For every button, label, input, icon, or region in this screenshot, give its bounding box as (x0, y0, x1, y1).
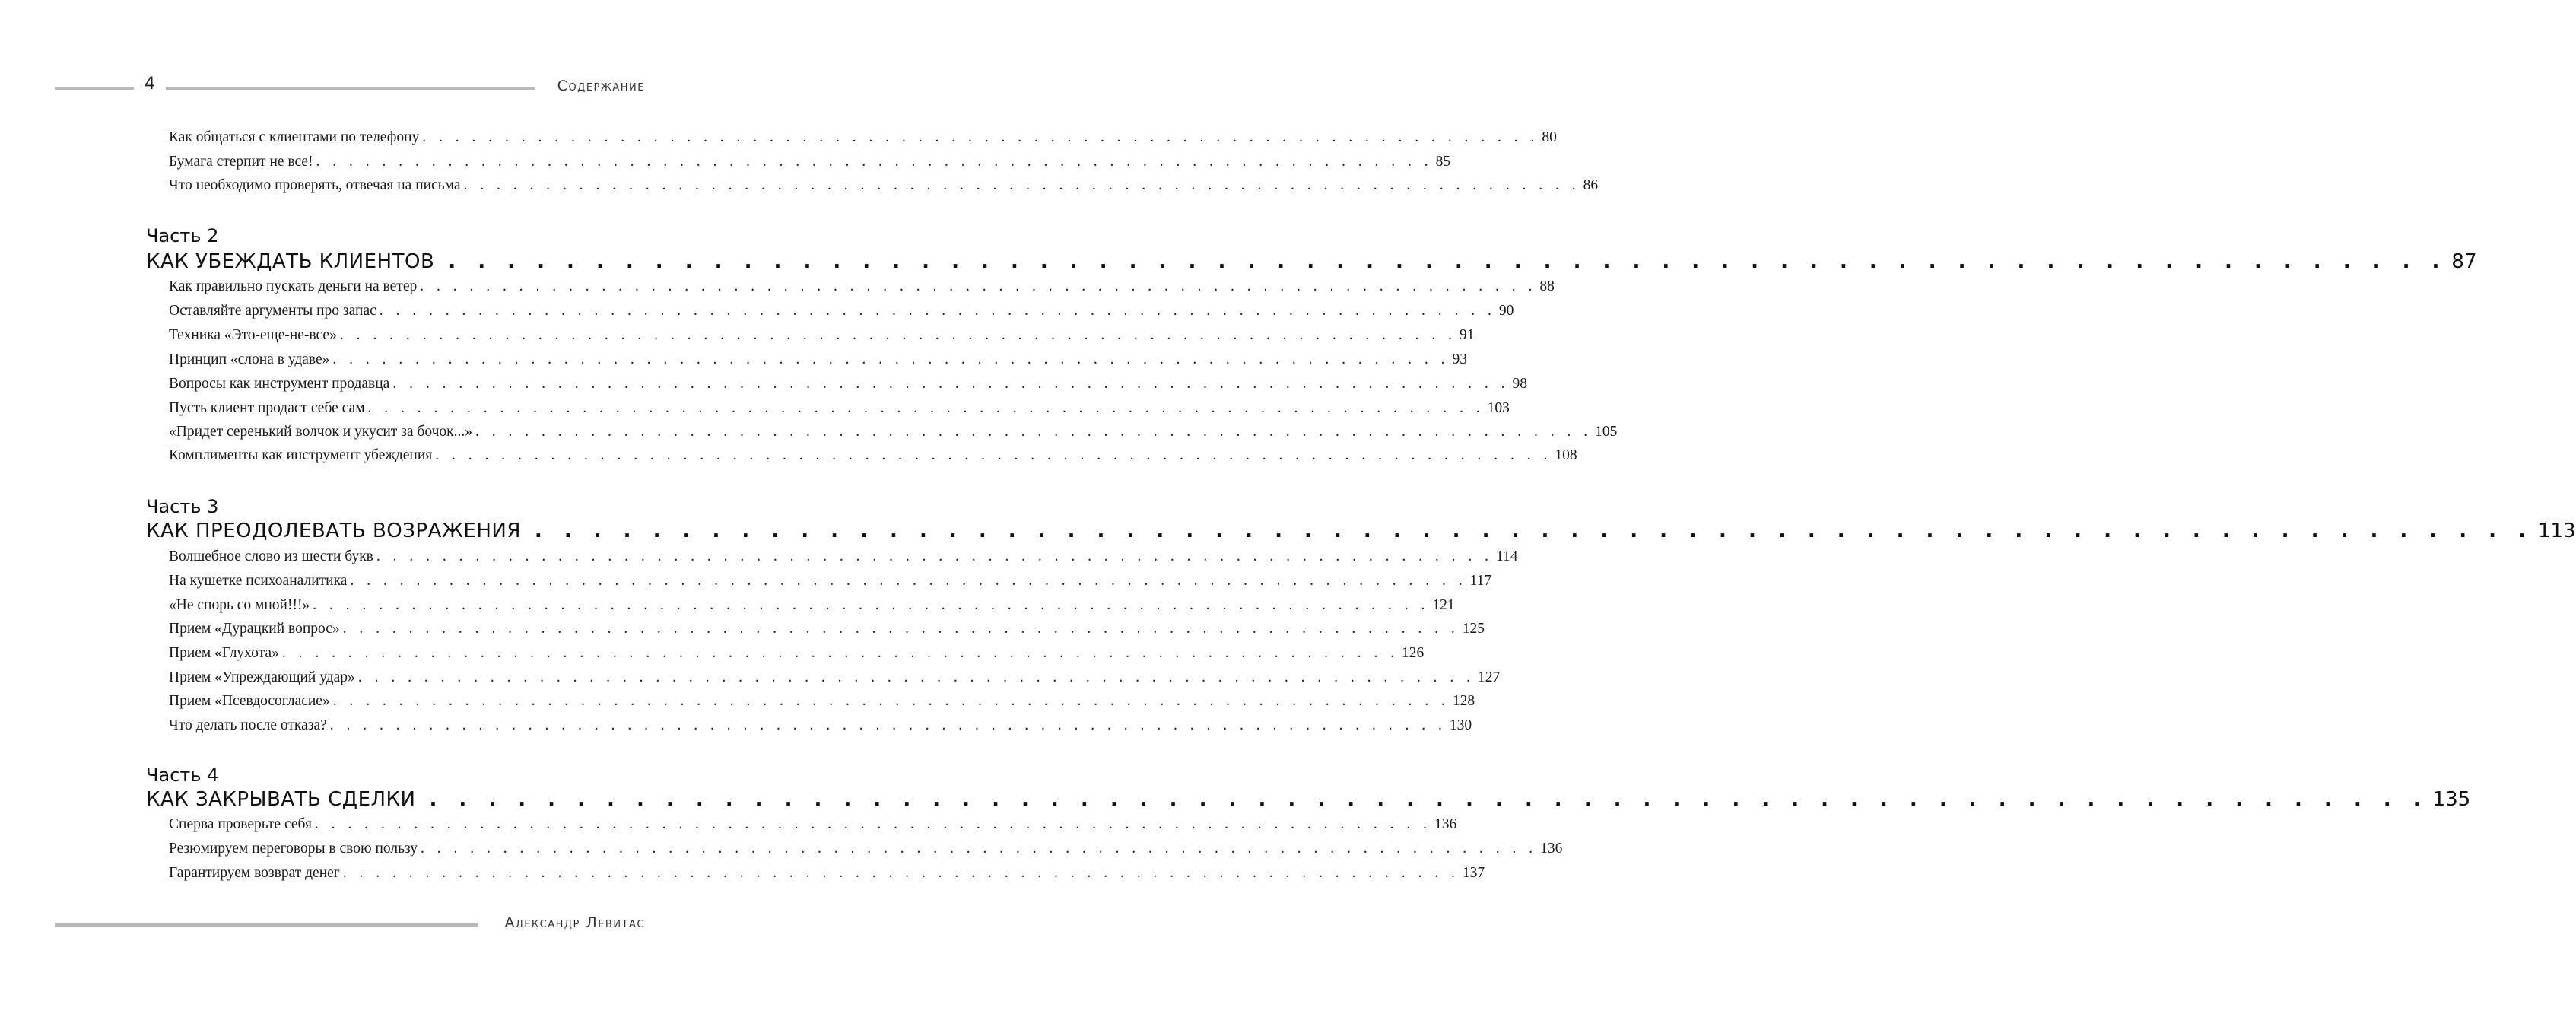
toc-entry[interactable] (169, 693, 1475, 716)
toc-entry-title: Гарантируем возврат денег (169, 865, 340, 881)
dot-leader: . . . . . . . . . . . . . . . . . . . . . . . . . . . . . . . . . . . . . . . . . . . . . . . . . . . . . . . . . . . . . . . . . . . . (435, 447, 1552, 463)
dot-leader: . . . . . . . . . . . . . . . . . . . . . . . . . . . . . . . . . . . . . . . . . . . . . . . . . . . . . . . . . . . . . . . . . . . . (392, 376, 1510, 392)
toc-entry-page: 108 (1555, 447, 1577, 463)
toc-entry-page: 93 (1452, 351, 1468, 367)
toc-entry[interactable] (169, 129, 1557, 152)
dot-leader: . . . . . . . . . . . . . . . . . . . . . . . . . . . . . . . . . . . . . . . . . . . . . . . . . . . . . . . . . . . . . . . . . . . . (329, 717, 1447, 733)
dot-leader: . . . . . . . . . . . . . . . . . . . . . . . . . . . . . . . . . . . . . . . . . . . . . . . . . . . . . . . . . . . . . . . . . . . . (342, 621, 1460, 637)
author-name: Александр Левитас (504, 914, 645, 931)
toc-entry-page: 86 (1583, 177, 1599, 193)
part-2-heading[interactable] (146, 250, 2477, 281)
toc-entry-page: 88 (1539, 278, 1555, 294)
toc-entry-page: 136 (1540, 841, 1563, 857)
toc-entry-page: 114 (1496, 548, 1518, 564)
toc-entry[interactable] (169, 597, 1455, 620)
running-title: Содержание (557, 78, 645, 94)
dot-leader: . . . . . . . . . . . . . . . . . . . . . . . . . . . . . . . . . . . . . . . . . . . . . . . . . . . . . . . . . . . . . . . . . . . . (332, 693, 1450, 709)
toc-entry-title: Прием «Дурацкий вопрос» (169, 621, 340, 637)
part-4-heading[interactable] (146, 788, 2471, 819)
toc-entry-page: 90 (1498, 303, 1514, 319)
toc-entry-title: Оставляйте аргументы про запас (169, 303, 376, 319)
toc-entry[interactable] (169, 278, 1555, 301)
toc-entry-page: 85 (1435, 154, 1451, 170)
toc-entry-title: Принцип «слона в удаве» (169, 351, 330, 367)
dot-leader: . . . . . . . . . . . . . . . . . . . . . . . . . . . . . . . . . . . . . . . . . . . . . . . . . . . . . . . . . . . . . . . . . . . . (420, 278, 1537, 294)
dot-leader: . . . . . . . . . . . . . . . . . . . . . . . . . . . . . . . . . . . . . . . . . . . . . . . . . . . . . . . . . . . . . . . . . . . . (342, 865, 1460, 881)
toc-entry[interactable] (169, 177, 1599, 200)
toc-entry-page: 91 (1459, 327, 1475, 343)
dot-leader: . . . . . . . . . . . . . . . . . . . . . . . . . . . . . . . . . . . . . . . . . . . . . . . . . . . . . . . . . . . . . . . . . . . . (422, 129, 1539, 145)
toc-entry-page: 127 (1477, 669, 1501, 685)
toc-entry[interactable] (169, 376, 1527, 399)
header-rule-right (166, 87, 535, 90)
part-2-label: Часть 2 (146, 225, 219, 246)
page-number: 4 (145, 75, 155, 94)
toc-entry[interactable] (169, 548, 1518, 571)
part-title: КАК УБЕЖДАТЬ КЛИЕНТОВ (146, 250, 435, 273)
dot-leader: . . . . . . . . . . . . . . . . . . . . . . . . . . . . . . . . . . . . . . . . . . . . . . . . . . . . . . . . . . . . . . . . . . . . (475, 424, 1593, 440)
toc-entry-page: 117 (1469, 573, 1492, 589)
toc-entry-title: Техника «Это-еще-не-все» (169, 327, 337, 343)
toc-entry[interactable] (169, 621, 1485, 644)
part-page: 113 (2538, 520, 2576, 542)
part-4-label: Часть 4 (146, 764, 219, 786)
dot-leader: . . . . . . . . . . . . . . . . . . . . . . . . . . . . . . . . . . . . . . . . . . . . . . . . . . . . . . . . . . . . . . . . . . . . (350, 573, 1467, 589)
toc-entry-page: 130 (1449, 717, 1472, 733)
dot-leader: . . . . . . . . . . . . . . . . . . . . . . . . . . . . . . . . . . . . . . . . . . . . . . . . . . . . . . . . . . . . . . . . . . . . (376, 548, 1494, 564)
toc-entry-page: 98 (1512, 376, 1527, 392)
toc-entry-title: Прием «Упреждающий удар» (169, 669, 355, 685)
footer-rule (55, 923, 478, 927)
toc-entry-title: Как общаться с клиентами по телефону (169, 129, 420, 145)
toc-entry-title: Что делать после отказа? (169, 717, 327, 733)
toc-entry-page: 136 (1434, 816, 1457, 832)
toc-entry[interactable] (169, 816, 1457, 839)
toc-entry-title: Прием «Псевдосогласие» (169, 693, 330, 709)
toc-entry-title: Сперва проверьте себя (169, 816, 312, 832)
dot-leader: . . . . . . . . . . . . . . . . . . . . . . . . . . . . . . . . . . . . . . . . . . . . . . . . . . . . . . . . . . . . . . . . . . . . (314, 816, 1432, 832)
toc-entry-title: Что необходимо проверять, отвечая на письма (169, 177, 461, 193)
toc-entry[interactable] (169, 841, 1563, 863)
toc-entry[interactable] (169, 645, 1425, 668)
dot-leader: . . . . . . . . . . . . . . . . . . . . . . . . . . . . . . . . . . . . . . . . . . . . . . . . . . . . . . . . . . . . . . . . . . . . (367, 400, 1485, 416)
toc-entry-title: Комплименты как инструмент убеждения (169, 447, 433, 463)
dot-leader: . . . . . . . . . . . . . . . . . . . . . . . . . . . . . . . . . . . . . . . . . . . . . . . . . . . . . . . . . . . . . . . . . . . . (281, 645, 1399, 661)
dot-leader: . . . . . . . . . . . . . . . . . . . . . . . . . . . . . . . . . . . . . . . . . . . . . . . . . . . . . . . . . . . . . . . . . . . . (379, 303, 1496, 319)
toc-entry[interactable] (169, 717, 1472, 740)
dot-leader: . . . . . . . . . . . . . . . . . . . . . . . . . . . . . . . . . . . . . . . . . . . . . . . . . . . . . . . . . . . . . . . . . . . . (463, 177, 1580, 193)
toc-entry-title: На кушетке психоаналитика (169, 573, 348, 589)
header-rule-left (55, 87, 134, 90)
toc-entry[interactable] (169, 351, 1468, 374)
toc-entry[interactable] (169, 573, 1492, 596)
part-3-label: Часть 3 (146, 496, 219, 517)
toc-entry-title: «Придет серенький волчок и укусит за бочок...» (169, 424, 472, 440)
dot-leader: . . . . . . . . . . . . . . . . . . . . . . . . . . . . . . . . . . . . . . . . . . . . . . . . . . . . . . . . . . . . . . . . . . . . (448, 250, 2447, 273)
dot-leader: . . . . . . . . . . . . . . . . . . . . . . . . . . . . . . . . . . . . . . . . . . . . . . . . . . . . . . . . . . . . . . . . . . . . (534, 520, 2533, 542)
toc-entry[interactable] (169, 424, 1618, 447)
part-title: КАК ЗАКРЫВАТЬ СДЕЛКИ (146, 788, 416, 811)
toc-entry[interactable] (169, 303, 1514, 326)
toc-entry-title: Резюмируем переговоры в свою пользу (169, 841, 418, 857)
toc-entry-title: Прием «Глухота» (169, 645, 279, 661)
toc-entry-title: Бумага стерпит не все! (169, 154, 313, 170)
part-page: 135 (2432, 788, 2471, 811)
dot-leader: . . . . . . . . . . . . . . . . . . . . . . . . . . . . . . . . . . . . . . . . . . . . . . . . . . . . . . . . . . . . . . . . . . . . (357, 669, 1475, 685)
toc-entry-title: Как правильно пускать деньги на ветер (169, 278, 418, 294)
dot-leader: . . . . . . . . . . . . . . . . . . . . . . . . . . . . . . . . . . . . . . . . . . . . . . . . . . . . . . . . . . . . . . . . . . . . (332, 351, 1450, 367)
toc-entry-title: Волшебное слово из шести букв (169, 548, 373, 564)
toc-entry-page: 126 (1401, 645, 1425, 661)
part-title: КАК ПРЕОДОЛЕВАТЬ ВОЗРАЖЕНИЯ (146, 520, 521, 542)
part-page: 87 (2451, 250, 2477, 273)
toc-entry-title: Вопросы как инструмент продавца (169, 376, 390, 392)
dot-leader: . . . . . . . . . . . . . . . . . . . . . . . . . . . . . . . . . . . . . . . . . . . . . . . . . . . . . . . . . . . . . . . . . . . . (429, 788, 2428, 811)
toc-entry-page: 137 (1462, 865, 1485, 881)
toc-entry[interactable] (169, 327, 1475, 350)
dot-leader: . . . . . . . . . . . . . . . . . . . . . . . . . . . . . . . . . . . . . . . . . . . . . . . . . . . . . . . . . . . . . . . . . . . . (421, 841, 1538, 857)
dot-leader: . . . . . . . . . . . . . . . . . . . . . . . . . . . . . . . . . . . . . . . . . . . . . . . . . . . . . . . . . . . . . . . . . . . . (339, 327, 1456, 343)
dot-leader: . . . . . . . . . . . . . . . . . . . . . . . . . . . . . . . . . . . . . . . . . . . . . . . . . . . . . . . . . . . . . . . . . . . . (313, 597, 1430, 613)
dot-leader: . . . . . . . . . . . . . . . . . . . . . . . . . . . . . . . . . . . . . . . . . . . . . . . . . . . . . . . . . . . . . . . . . . . . (316, 154, 1433, 170)
toc-entry[interactable] (169, 154, 1451, 176)
toc-entry-page: 121 (1432, 597, 1455, 613)
toc-entry[interactable] (169, 400, 1510, 423)
toc-entry-title: Пусть клиент продаст себе сам (169, 400, 365, 416)
part-3-heading[interactable] (146, 520, 2576, 550)
toc-entry[interactable] (169, 669, 1501, 692)
toc-entry[interactable] (169, 447, 1577, 470)
toc-entry-page: 80 (1542, 129, 1557, 145)
toc-entry-page: 128 (1452, 693, 1475, 709)
toc-entry-page: 103 (1487, 400, 1510, 416)
toc-entry[interactable] (169, 865, 1485, 888)
toc-entry-page: 105 (1595, 424, 1618, 440)
toc-entry-title: «Не спорь со мной!!!» (169, 597, 310, 613)
toc-entry-page: 125 (1462, 621, 1485, 637)
